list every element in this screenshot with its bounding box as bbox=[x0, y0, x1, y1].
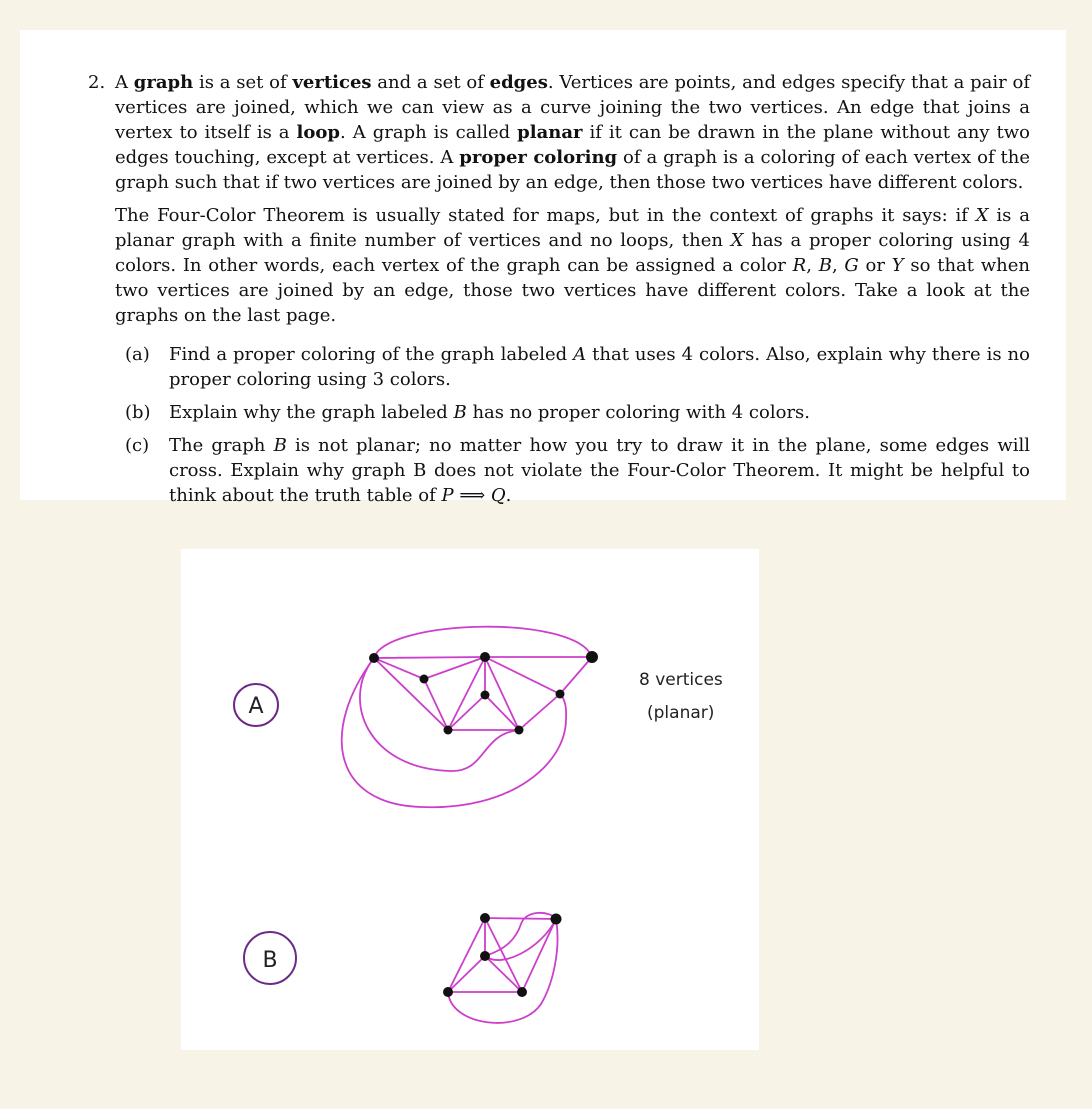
graphs-drawing bbox=[181, 549, 759, 1050]
graph-b-vertices bbox=[443, 913, 562, 997]
text-run: Find a proper coloring of the graph labeled bbox=[169, 344, 574, 365]
edge bbox=[448, 695, 519, 730]
edge bbox=[424, 679, 448, 730]
math-symbol: Q bbox=[490, 485, 506, 506]
graph-a bbox=[342, 627, 592, 808]
part-b bbox=[125, 400, 1030, 425]
part-label: (b) bbox=[125, 402, 151, 423]
vertex bbox=[515, 726, 524, 735]
vertex bbox=[444, 726, 453, 735]
problem-card bbox=[20, 30, 1066, 506]
text-run: is a planar graph with a finite number of vertices and no loops, then bbox=[115, 205, 1030, 251]
math-symbol: Y bbox=[891, 255, 904, 276]
text-run: The Four-Color Theorem is usually stated for maps, but in the context of graphs it says: if bbox=[115, 205, 976, 226]
vertex bbox=[517, 987, 527, 997]
text-run: , bbox=[806, 255, 819, 276]
vertex bbox=[556, 690, 565, 699]
note-vertices: 8 vertices bbox=[639, 670, 723, 690]
text-run: . A graph is called bbox=[339, 122, 518, 143]
math-symbol: B bbox=[273, 435, 287, 456]
text-run: ⟹ bbox=[453, 485, 491, 506]
text-run: The graph bbox=[169, 435, 274, 456]
vertex bbox=[551, 914, 562, 925]
vertex bbox=[480, 652, 490, 662]
vertex bbox=[586, 651, 598, 663]
problem-number: 2. bbox=[88, 72, 106, 93]
part-label: (c) bbox=[125, 435, 150, 456]
text-run: A bbox=[115, 72, 134, 93]
text-run: is not planar; no matter how you try to draw it in the plane, some edges will cross. Explain why graph B does not violate the Four-Color Theorem. It might be helpful to think about the truth table of bbox=[169, 435, 1030, 506]
part-c bbox=[125, 433, 1030, 508]
edge bbox=[519, 694, 560, 730]
part-label: (a) bbox=[125, 344, 150, 365]
text-run: that uses 4 colors. Also, explain why there is no proper coloring using 3 colors. bbox=[169, 344, 1030, 390]
text-run: has a proper coloring using 4 colors. In other words, each vertex of the graph can be assigned a color bbox=[115, 230, 1031, 276]
graph-a-vertices bbox=[369, 651, 598, 735]
edge bbox=[360, 658, 519, 771]
part-text bbox=[169, 435, 1030, 506]
math-symbol: P bbox=[441, 485, 454, 506]
text-run: of a graph is a coloring of each vertex of the graph such that if two vertices are joined by an edge, then those two vertices have different colors. bbox=[115, 147, 1030, 193]
definitions-paragraph bbox=[115, 70, 1030, 195]
graph-b bbox=[448, 913, 558, 1023]
vertex bbox=[480, 913, 490, 923]
text-run: is a set of bbox=[193, 72, 293, 93]
note-planar: (planar) bbox=[647, 703, 715, 723]
text-run: Explain why the graph labeled bbox=[169, 402, 454, 423]
part-text bbox=[169, 402, 810, 423]
edge bbox=[448, 956, 522, 992]
bold-term: loop bbox=[296, 122, 340, 143]
math-symbol: B bbox=[818, 255, 832, 276]
text-run: or bbox=[858, 255, 892, 276]
text-run: . Vertices are points, and edges specify that a pair of vertices are joined, which we can view as a curve joining the two vertices. An edge that joins a vertex to itself is a bbox=[115, 72, 1030, 143]
math-symbol: A bbox=[573, 344, 587, 365]
bold-term: planar bbox=[517, 122, 583, 143]
bold-term: edges bbox=[489, 72, 548, 93]
label-a-text: A bbox=[248, 694, 264, 719]
label-b bbox=[244, 932, 296, 984]
problem-2 bbox=[88, 70, 1031, 516]
bold-term: proper coloring bbox=[459, 147, 618, 168]
edge bbox=[485, 657, 592, 694]
math-symbol: X bbox=[975, 205, 989, 226]
edge bbox=[448, 919, 558, 1023]
vertex bbox=[481, 691, 490, 700]
math-symbol: G bbox=[844, 255, 859, 276]
vertex bbox=[420, 675, 429, 684]
edge bbox=[374, 657, 485, 679]
edge bbox=[485, 918, 556, 992]
vertex bbox=[480, 951, 490, 961]
part-text bbox=[169, 344, 1030, 390]
math-symbol: B bbox=[453, 402, 467, 423]
subparts bbox=[125, 342, 1030, 508]
text-run: , bbox=[831, 255, 845, 276]
part-a bbox=[125, 342, 1030, 392]
vertex bbox=[443, 987, 453, 997]
math-symbol: R bbox=[792, 255, 807, 276]
text-run: . bbox=[505, 485, 512, 506]
text-run: so that when two vertices are joined by an edge, those two vertices have different colors. Take a look at the graphs on the last page. bbox=[115, 255, 1030, 326]
text-run: has no proper coloring with 4 colors. bbox=[466, 402, 811, 423]
vertex bbox=[369, 653, 379, 663]
bold-term: graph bbox=[133, 72, 194, 93]
math-symbol: X bbox=[730, 230, 744, 251]
text-run: and a set of bbox=[371, 72, 490, 93]
label-a bbox=[234, 684, 278, 726]
theorem-paragraph bbox=[115, 203, 1030, 328]
text-run: if it can be drawn in the plane without any two edges touching, except at vertices. A bbox=[115, 122, 1030, 168]
graphs-figure bbox=[181, 549, 759, 1050]
label-b-text: B bbox=[262, 948, 278, 973]
bold-term: vertices bbox=[292, 72, 372, 93]
